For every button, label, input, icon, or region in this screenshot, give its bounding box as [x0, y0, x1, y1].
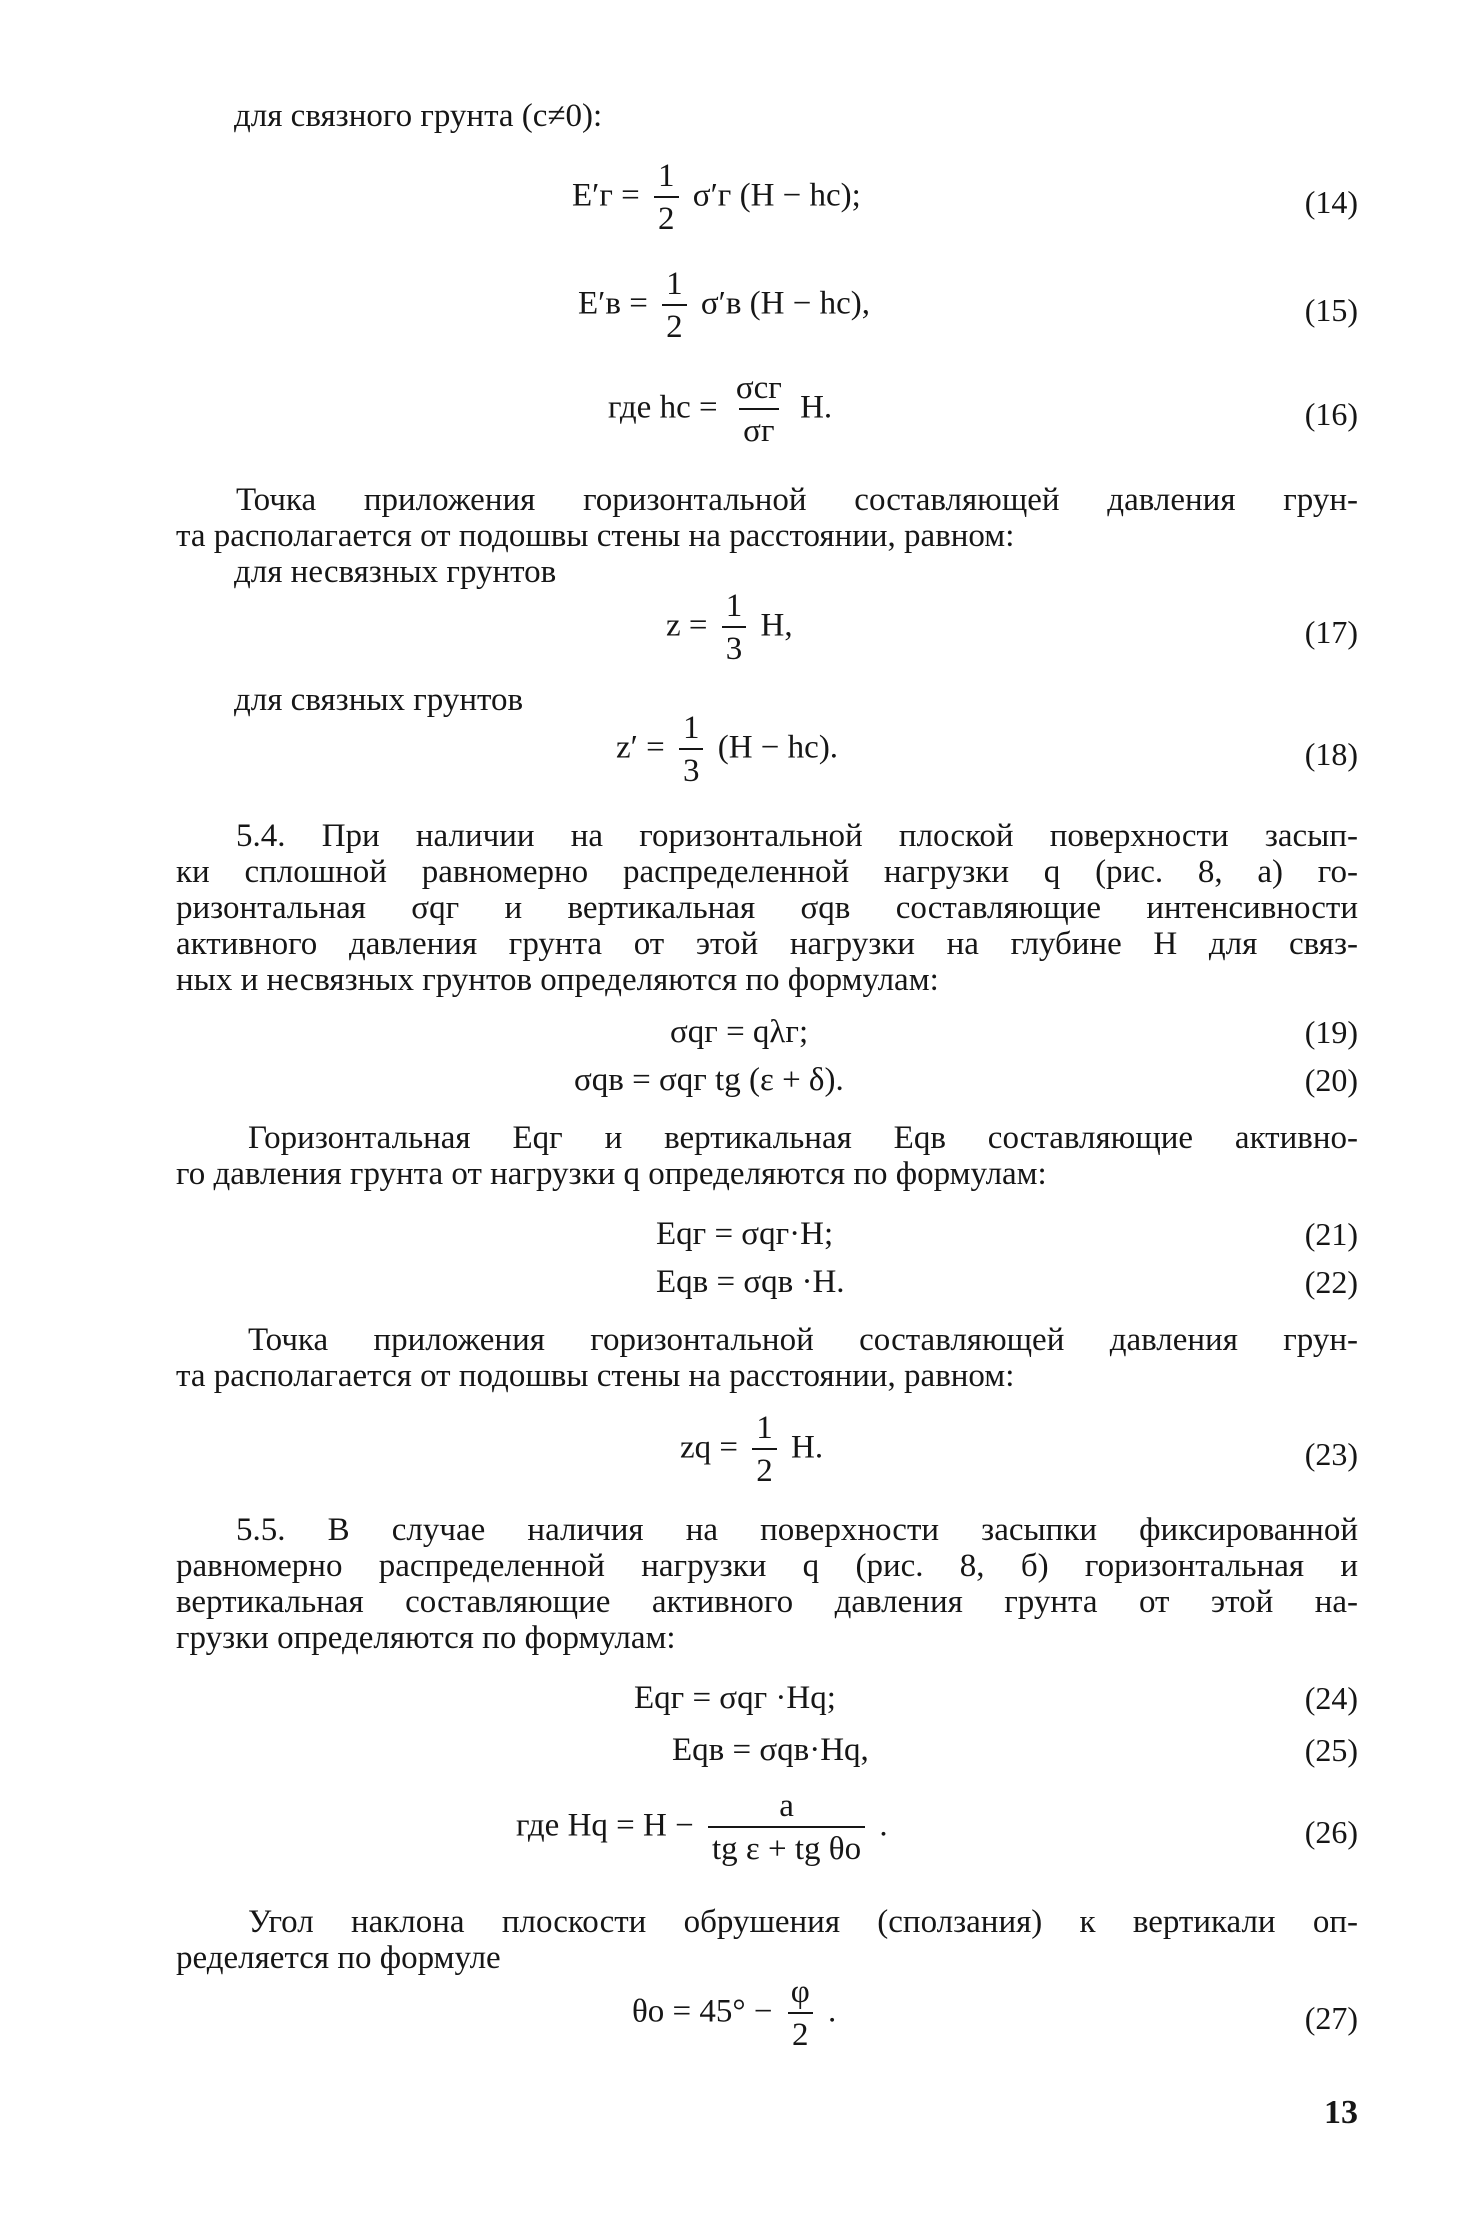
text-line: 5.5. В случае наличия на поверхности засыпки фиксированной [236, 1512, 1358, 1548]
formula-27-left: θo = 45° − [632, 1993, 781, 2030]
text-line: Точка приложения горизонтальной составляющей давления грун- [248, 1322, 1358, 1358]
equation-number-26: (26) [1304, 1814, 1358, 1850]
paragraph-5-4-first [236, 818, 1358, 854]
text-line: та располагается от подошвы стены на расстоянии, равном: [176, 518, 1015, 554]
formula-17-fraction [722, 590, 747, 666]
paragraph-point-of-application-2 [176, 1358, 1358, 1394]
equation-number-18: (18) [1304, 736, 1358, 772]
paragraph-point-of-application-2-first [248, 1322, 1358, 1358]
formula-23-denominator: 2 [752, 1448, 777, 1488]
equation-number-27: (27) [1304, 2000, 1358, 2036]
formula-23-left: zq = [680, 1429, 747, 1466]
formula-26-right: . [871, 1807, 888, 1844]
formula-14 [572, 160, 861, 236]
formula-21: Eqг = σqг·H; [656, 1216, 834, 1252]
formula-17 [666, 590, 793, 666]
intro-line: для связного грунта (c≠0): [234, 98, 603, 134]
equation-number-20: (20) [1304, 1062, 1358, 1098]
formula-23 [680, 1412, 823, 1488]
formula-17-numerator: 1 [725, 588, 743, 624]
equation-number-15: (15) [1304, 292, 1358, 328]
formula-18-numerator: 1 [682, 710, 700, 746]
text-line: активного давления грунта от этой нагрузки на глубине H для связ- [176, 926, 1358, 962]
formula-18-left: z′ = [616, 729, 673, 766]
formula-26 [516, 1790, 888, 1866]
paragraph-components-first [248, 1120, 1358, 1156]
text-line: ределяется по формуле [176, 1940, 501, 1976]
page-number: 13 [1324, 2094, 1358, 2131]
paragraph-5-5 [176, 1548, 1358, 1656]
formula-20: σqв = σqг tg (ε + δ). [574, 1062, 844, 1098]
formula-19: σqг = qλг; [670, 1014, 809, 1050]
paragraph-point-of-application [236, 482, 1358, 518]
formula-15 [578, 268, 870, 344]
text-line: Угол наклона плоскости обрушения (сползания) к вертикали оп- [248, 1904, 1358, 1940]
formula-27-numerator: φ [790, 1974, 810, 2010]
formula-18-fraction [679, 712, 704, 788]
text-line: та располагается от подошвы стены на расстоянии, равном: [176, 1358, 1015, 1394]
formula-22: Eqв = σqв ·H. [656, 1264, 845, 1300]
formula-18 [616, 712, 838, 788]
formula-26-left: где Hq = H − [516, 1807, 702, 1844]
formula-17-right: H, [752, 607, 793, 644]
formula-15-fraction [662, 268, 687, 344]
formula-23-fraction [752, 1412, 777, 1488]
text-line: ризонтальная σqг и вертикальная σqв составляющие интенсивности [176, 890, 1358, 926]
formula-14-fraction [654, 160, 679, 236]
equation-number-24: (24) [1304, 1680, 1358, 1716]
formula-26-fraction [708, 1790, 865, 1866]
equation-number-23: (23) [1304, 1436, 1358, 1472]
formula-16-left: где hc = [608, 389, 726, 426]
equation-number-21: (21) [1304, 1216, 1358, 1252]
formula-26-numerator: a [779, 1788, 794, 1824]
paragraph-5-4 [176, 854, 1358, 998]
formula-27-denominator: 2 [788, 2012, 813, 2052]
formula-16-numerator: σcг [735, 370, 782, 406]
formula-27-fraction [787, 1976, 814, 2052]
text-line: го давления грунта от нагрузки q определяются по формулам: [176, 1156, 1047, 1192]
text-line: ки сплошной равномерно распределенной нагрузки q (рис. 8, а) го- [176, 854, 1358, 890]
formula-27-right: . [819, 1993, 837, 2030]
formula-14-left: E′г = [572, 177, 649, 214]
formula-17-left: z = [666, 607, 716, 644]
formula-15-right: σ′в (H − hc), [692, 285, 870, 322]
paragraph-components [176, 1156, 1358, 1192]
equation-number-16: (16) [1304, 396, 1358, 432]
formula-14-denominator: 2 [654, 196, 679, 236]
equation-number-19: (19) [1304, 1014, 1358, 1050]
formula-15-denominator: 2 [662, 304, 687, 344]
text-line: грузки определяются по формулам: [176, 1620, 676, 1656]
formula-14-right: σ′г (H − hc); [684, 177, 861, 214]
text-line: вертикальная составляющие активного давления грунта от этой на- [176, 1584, 1358, 1620]
paragraph-slip-angle [176, 1940, 1358, 1976]
formula-27 [632, 1976, 836, 2052]
text-line: 5.4. При наличии на горизонтальной плоской поверхности засып- [236, 818, 1358, 854]
formula-18-right: (H − hc). [709, 729, 839, 766]
formula-15-left: E′в = [578, 285, 657, 322]
equation-number-22: (22) [1304, 1264, 1358, 1300]
formula-15-numerator: 1 [666, 266, 683, 302]
formula-25: Eqв = σqв·Hq, [672, 1732, 869, 1768]
text-line: равномерно распределенной нагрузки q (рис. 8, б) горизонтальная и [176, 1548, 1358, 1584]
equation-number-17: (17) [1304, 614, 1358, 650]
formula-16-fraction [732, 372, 786, 448]
text-line: Горизонтальная Eqг и вертикальная Eqв составляющие активно- [248, 1120, 1358, 1156]
paragraph-5-5-first [236, 1512, 1358, 1548]
formula-16 [608, 372, 832, 448]
paragraph-point-of-application-cont [176, 518, 1358, 554]
equation-number-25: (25) [1304, 1732, 1358, 1768]
formula-17-denominator: 3 [722, 626, 747, 666]
formula-16-denominator: σг [739, 408, 778, 448]
formula-14-numerator: 1 [658, 158, 675, 194]
formula-26-denominator: tg ε + tg θo [708, 1826, 865, 1866]
formula-16-right: H. [791, 389, 833, 426]
equation-number-14: (14) [1304, 184, 1358, 220]
text-line: ных и несвязных грунтов определяются по формулам: [176, 962, 939, 998]
formula-23-numerator: 1 [756, 1410, 773, 1446]
paragraph-slip-angle-first [248, 1904, 1358, 1940]
subheading-cohesive: для связных грунтов [234, 682, 524, 718]
subheading-noncohesive: для несвязных грунтов [234, 554, 557, 590]
formula-24: Eqг = σqг ·Hq; [634, 1680, 836, 1716]
formula-23-right: H. [782, 1429, 824, 1466]
text-line: Точка приложения горизонтальной составляющей давления грун- [236, 482, 1358, 518]
formula-18-denominator: 3 [679, 748, 704, 788]
